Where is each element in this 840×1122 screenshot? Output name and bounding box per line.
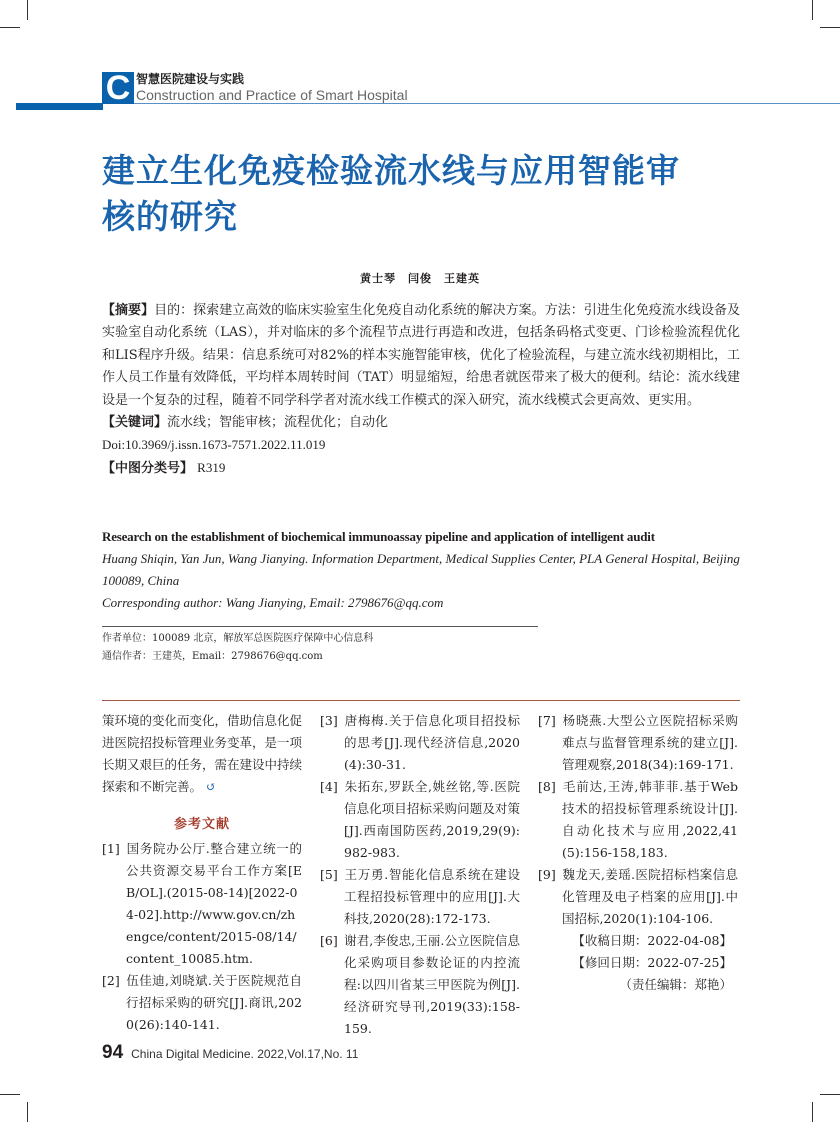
reference-item xyxy=(538,864,738,930)
page-footer xyxy=(102,1042,358,1064)
reference-item xyxy=(102,838,302,970)
crop-mark xyxy=(27,0,28,20)
references-heading: 参考文献 xyxy=(173,817,230,832)
section-title-cn: 智慧医院建设与实践 xyxy=(136,72,245,86)
reference-number: [5] xyxy=(320,867,338,882)
classification-code: R319 xyxy=(197,459,226,475)
reference-number: [6] xyxy=(320,933,338,948)
section-logo: C xyxy=(102,72,134,104)
reference-number: [1] xyxy=(102,841,120,856)
reference-item xyxy=(538,776,738,864)
section-title-en: Construction and Practice of Smart Hospital xyxy=(136,87,408,103)
header-accent-bar xyxy=(16,103,103,110)
abstract-block xyxy=(102,300,740,480)
reference-text: 国务院办公厅.整合建立统一的公共资源交易平台工作方案[EB/OL].(2015-08-14)[2022-04-02].http://www.gov.cn/zhengce/content/2015-08/14/content_10085.htm. xyxy=(126,841,302,966)
crop-mark xyxy=(0,1094,20,1095)
reference-item xyxy=(320,776,520,864)
english-title: Research on the establishment of biochemical immunoassay pipeline and application of intelligent audit xyxy=(102,529,655,544)
corresponding-contact: 通信作者：王建英，Email：2798676@qq.com xyxy=(102,651,323,662)
crop-mark xyxy=(820,1094,840,1095)
end-mark-icon: ↺ xyxy=(206,780,217,794)
crop-mark xyxy=(820,27,840,28)
reference-text: 唐梅梅.关于信息化项目招投标的思考[J].现代经济信息,2020(4):30-31. xyxy=(344,713,520,772)
crop-mark xyxy=(812,1102,813,1122)
reference-number: [4] xyxy=(320,779,338,794)
affiliation xyxy=(102,630,373,666)
abstract-label: 【摘要】 xyxy=(102,303,155,318)
divider xyxy=(102,626,538,627)
reference-item xyxy=(102,970,302,1036)
authors: 黄士琴 闫俊 王建英 xyxy=(360,272,480,285)
body-paragraph xyxy=(102,710,302,798)
reference-number: [8] xyxy=(538,779,556,794)
responsible-editor: （责任编辑：郑艳） xyxy=(619,977,732,992)
reference-item xyxy=(320,930,520,1040)
revised-date: 【修回日期：2022-07-25】 xyxy=(572,955,732,970)
keywords xyxy=(102,412,740,434)
reference-item xyxy=(320,864,520,930)
reference-number: [7] xyxy=(538,713,556,728)
reference-text: 朱拓东,罗跃全,姚丝铭,等.医院信息化项目招标采购问题及对策[J].西南国防医药,2019,29(9):982-983. xyxy=(344,779,520,860)
crop-mark xyxy=(27,1102,28,1122)
reference-text: 谢君,李俊忠,王丽.公立医院信息化采购项目参数论证的内控流程:以四川省某三甲医院为例[J].经济研究导刊,2019(33):158-159. xyxy=(344,933,520,1036)
reference-number: [2] xyxy=(102,973,120,988)
column-1 xyxy=(102,710,302,1036)
doi: Doi:10.3969/j.issn.1673-7571.2022.11.019 xyxy=(102,437,326,453)
reference-item xyxy=(538,710,738,776)
column-2 xyxy=(320,710,520,1040)
reference-text: 毛前达,王涛,韩菲菲.基于Web技术的招投标管理系统设计[J].自动化技术与应用,2022,41(5):156-158,183. xyxy=(562,779,738,860)
reference-item xyxy=(320,710,520,776)
crop-mark xyxy=(812,0,813,20)
classification-label: 【中图分类号】 xyxy=(102,460,194,476)
english-abstract xyxy=(102,526,742,614)
abstract-text: 目的：探索建立高效的临床实验室生化免疫自动化系统的解决方案。方法：引进生化免疫流水线设备及实验室自动化系统（LAS），并对临床的多个流程节点进行再造和改进，包括条码格式变更、门诊检验流程优化和LIS程序升级。结果：信息系统可对82%的样本实施智能审核，优化了检验流程，与建立流水线初期相比，工作人员工作量有效降低，平均样本周转时间（TAT）明显缩短，给患者就医带来了极大的便利。结论：流水线建设是一个复杂的过程，随着不同学科学者对流水线工作模式的深入研究，流水线模式会更高效、更实用。 xyxy=(102,303,740,408)
reference-text: 伍佳迪,刘晓斌.关于医院规范自行招标采购的研究[J].商讯,2020(26):140-141. xyxy=(126,973,302,1032)
reference-text: 魏龙天,姜瑶.医院招标档案信息化管理及电子档案的应用[J].中国招标,2020(1):104-106. xyxy=(562,867,738,926)
classification xyxy=(102,457,740,480)
received-date: 【收稿日期：2022-04-08】 xyxy=(572,933,732,948)
reference-text: 王万勇.智能化信息系统在建设工程招投标管理中的应用[J].大科技,2020(28):172-173. xyxy=(344,867,520,926)
body-text: 策环境的变化而变化，借助信息化促进医院招投标管理业务变革，是一项长期又艰巨的任务，需在建设中持续探索和不断完善。 xyxy=(102,713,303,794)
reference-number: [9] xyxy=(538,867,556,882)
corresponding-author: Corresponding author: Wang Jianying, Email: 2798676@qq.com xyxy=(102,595,444,610)
article-title: 建立生化免疫检验流水线与应用智能审核的研究 xyxy=(102,151,680,236)
keywords-label: 【关键词】 xyxy=(102,415,168,431)
abstract xyxy=(102,300,740,412)
column-3 xyxy=(538,710,738,996)
english-authors: Huang Shiqin, Yan Jun, Wang Jianying. Information Department, Medical Supplies Center, PLA General Hospital, Beijing 100089, China xyxy=(102,551,740,588)
section-divider xyxy=(102,700,740,701)
reference-number: [3] xyxy=(320,713,338,728)
header-rule xyxy=(134,103,840,104)
journal-citation: China Digital Medicine. 2022,Vol.17,No. 11 xyxy=(131,1047,359,1061)
crop-mark xyxy=(0,27,20,28)
page-number: 94 xyxy=(102,1042,124,1063)
author-unit: 作者单位：100089 北京，解放军总医院医疗保障中心信息科 xyxy=(102,633,374,644)
reference-text: 杨晓燕.大型公立医院招标采购难点与监督管理系统的建立[J].管理观察,2018(34):169-171. xyxy=(562,713,738,772)
keywords-text: 流水线；智能审核；流程优化；自动化 xyxy=(167,415,389,431)
